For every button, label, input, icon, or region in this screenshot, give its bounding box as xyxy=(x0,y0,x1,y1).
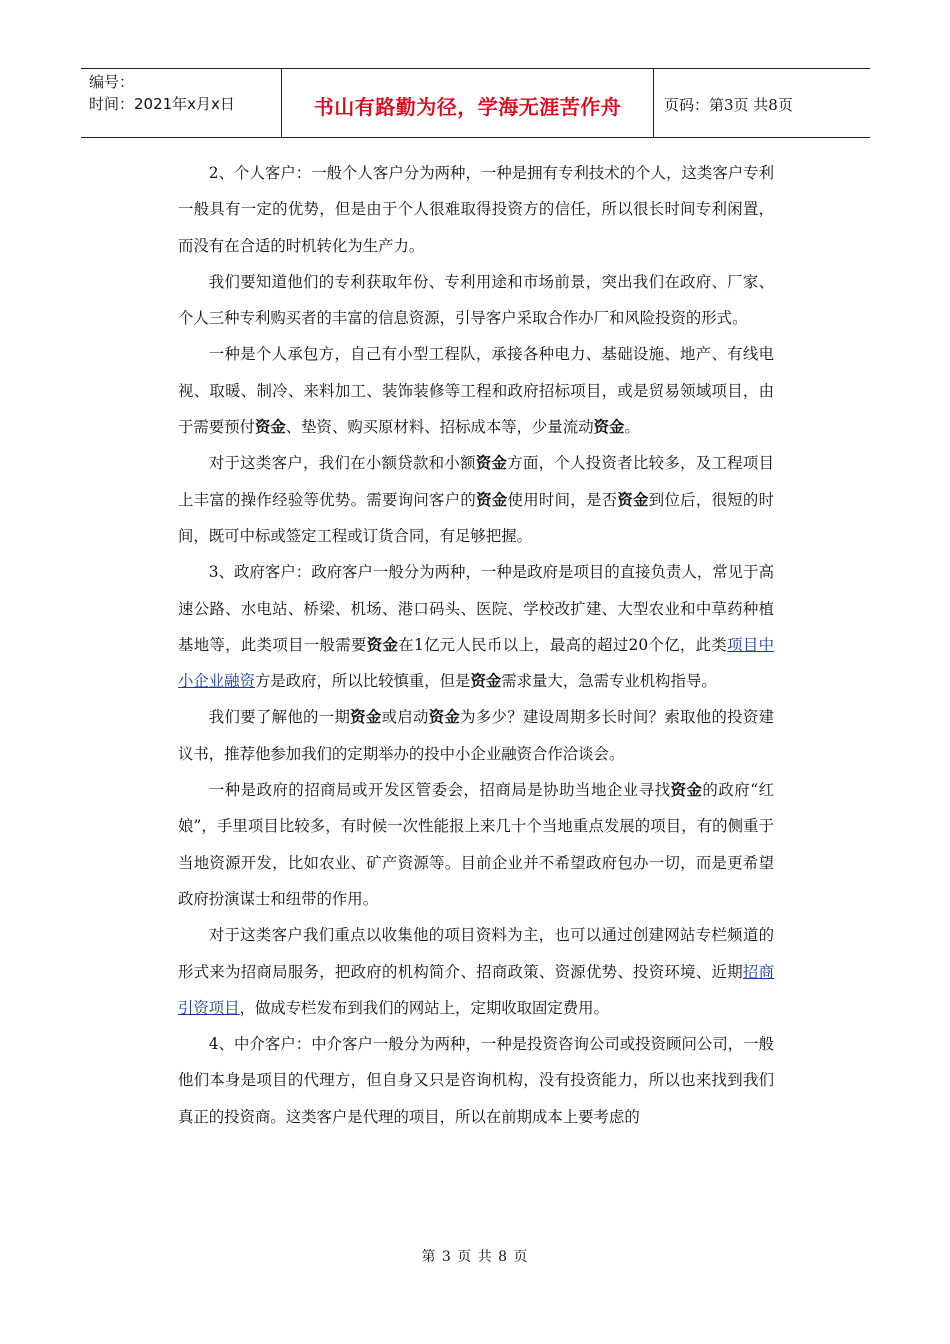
page-footer: 第 3 页 共 8 页 xyxy=(421,1249,529,1265)
header-left-cell xyxy=(81,69,282,137)
keyword: 资金 xyxy=(670,781,703,800)
keyword: 资金 xyxy=(366,635,399,654)
keyword: 资金 xyxy=(476,490,508,509)
keyword: 资金 xyxy=(254,418,286,437)
paragraph: 2、个人客户：一般个人客户分为两种，一种是拥有专利技术的个人，这类客户专利一般具有一定的优势，但是由于个人很难取得投资方的信任，所以很长时间专利闲置，而没有在合适的时机转化为生产力。 xyxy=(178,164,774,255)
document-date-label: 时间：2021年x月x日 xyxy=(89,95,235,113)
paragraph: 3、政府客户：政府客户一般分为两种，一种是政府是项目的直接负责人，常见于高速公路、水电站、桥梁、机场、港口码头、医院、学校改扩建、大型农业和中草药种植基地等，此类项目一般需要资金在1亿元人民币以上，最高的超过20个亿，此类项目中小企业融资方是政府，所以比较慎重，但是资金需求量大，急需专业机构指导。 xyxy=(178,563,774,691)
paragraph: 一种是个人承包方，自己有小型工程队，承接各种电力、基础设施、地产、有线电视、取暖、制冷、来料加工、装饰装修等工程和政府招标项目，或是贸易领域项目，由于需要预付资金、垫资、购买原材料、招标成本等，少量流动资金。 xyxy=(178,345,774,437)
keyword: 资金 xyxy=(617,490,649,509)
document-number-label: 编号： xyxy=(89,73,135,91)
keyword: 资金 xyxy=(593,418,625,437)
paragraph: 我们要了解他的一期资金或启动资金为多少？建设周期多长时间？索取他的投资建议书，推荐他参加我们的定期举办的投中小企业融资合作洽谈会。 xyxy=(178,708,774,763)
document-header xyxy=(81,68,870,138)
keyword: 资金 xyxy=(470,672,502,691)
document-body xyxy=(178,155,774,1135)
keyword: 资金 xyxy=(350,708,382,727)
paragraph: 对于这类客户，我们在小额贷款和小额资金方面，个人投资者比较多，及工程项目上丰富的操作经验等优势。需要询问客户的资金使用时间，是否资金到位后，很短的时间，既可中标或签定工程或订货合同，有足够把握。 xyxy=(178,454,774,545)
paragraph: 一种是政府的招商局或开发区管委会，招商局是协助当地企业寻找资金的政府“红娘”，手里项目比较多，有时候一次性能报上来几十个当地重点发展的项目，有的侧重于当地资源开发，比如农业、矿产资源等。目前企业并不希望政府包办一切，而是更希望政府扮演谋士和纽带的作用。 xyxy=(178,781,774,908)
header-page-label: 页码：第3页 共8页 xyxy=(664,95,793,114)
investment-projects-link[interactable]: 招商引资项目 xyxy=(178,962,774,1017)
paragraph: 4、中介客户：中介客户一般分为两种，一种是投资咨询公司或投资顾问公司，一般他们本身是项目的代理方，但自身又只是咨询机构，没有投资能力，所以也来找到我们真正的投资商。这类客户是代理的项目，所以在前期成本上要考虑的 xyxy=(178,1035,774,1126)
sme-financing-link[interactable]: 项目中小企业融资 xyxy=(178,635,774,691)
paragraph: 对于这类客户我们重点以收集他的项目资料为主，也可以通过创建网站专栏频道的形式来为招商局服务，把政府的机构简介、招商政策、资源优势、投资环境、近期招商引资项目，做成专栏发布到我们的网站上，定期收取固定费用。 xyxy=(178,926,774,1017)
paragraph: 我们要知道他们的专利获取年份、专利用途和市场前景，突出我们在政府、厂家、个人三种专利购买者的丰富的信息资源，引导客户采取合作办厂和风险投资的形式。 xyxy=(178,272,774,328)
keyword: 资金 xyxy=(475,454,508,473)
keyword: 资金 xyxy=(428,708,461,727)
header-motto: 书山有路勤为径，学海无涯苦作舟 xyxy=(282,69,654,137)
